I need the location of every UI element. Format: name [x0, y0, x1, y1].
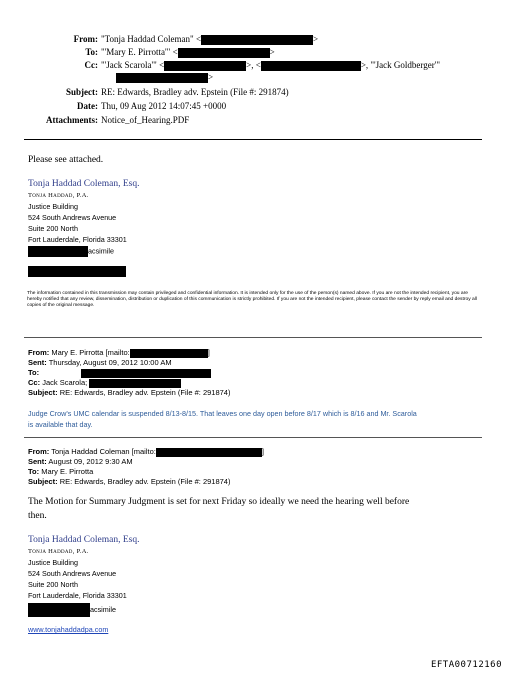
signature-address-line: 524 South Andrews Avenue — [28, 569, 117, 578]
email3-subject-row — [28, 477, 230, 486]
signature-firm: Tonja Haddad, P.A. — [28, 548, 89, 555]
facsimile-label: acsimile — [90, 604, 116, 614]
cc-value: "'Jack Scarola'" < — [101, 60, 165, 70]
website-link[interactable]: www.tonjahaddadpa.com — [28, 625, 109, 634]
email3-body-line: then. — [28, 511, 47, 521]
to-label: To: — [85, 47, 98, 57]
attachments-label: Attachments: — [46, 115, 98, 125]
email2-to-label: To: — [28, 368, 40, 377]
email2-from-end: ] — [207, 348, 210, 357]
email3-to-label: To: — [28, 467, 40, 476]
from-end: > — [313, 34, 319, 44]
email2-cc-label: Cc: — [28, 378, 41, 387]
email3-to-value: Mary E. Pirrotta — [41, 467, 94, 476]
signature-name: Tonja Haddad Coleman, Esq. — [28, 179, 140, 189]
redaction-box — [28, 266, 126, 277]
redaction-box — [178, 48, 270, 58]
email2-body-line: Judge Crow's UMC calendar is suspended 8/13-8/15. That leaves one day open before 8/17 which is 8/16 and Mr. Scarola — [28, 409, 417, 418]
redaction-box — [130, 349, 208, 358]
email2-subject-label: Subject: — [28, 388, 58, 397]
opening-text: Please see attached. — [28, 155, 104, 165]
bates-number: EFTA00712160 — [430, 660, 502, 670]
email2-from-label: From: — [28, 348, 50, 357]
facsimile-label: acsimile — [88, 246, 114, 256]
date-label: Date: — [77, 101, 98, 111]
email2-sent-row — [28, 358, 172, 367]
email2-from-value: Mary E. Pirrotta [mailto: — [51, 348, 130, 357]
signature-facsimile-line — [28, 603, 116, 617]
email3-sent-row — [28, 457, 133, 466]
email3-subject-label: Subject: — [28, 477, 58, 486]
section-divider — [24, 437, 482, 438]
email3-sent-label: Sent: — [28, 457, 47, 466]
cc-sep1: >, < — [246, 60, 261, 70]
email2-cc-row — [28, 378, 181, 388]
section-divider — [24, 337, 482, 338]
redaction-box — [28, 603, 90, 617]
email2-subject-row — [28, 388, 230, 397]
email3-from-value: Tonja Haddad Coleman [mailto: — [51, 447, 156, 456]
signature-address-line: 524 South Andrews Avenue — [28, 213, 117, 222]
email3-from-label: From: — [28, 447, 50, 456]
cc-line2-end: > — [208, 72, 214, 82]
signature-name: Tonja Haddad Coleman, Esq. — [28, 535, 140, 545]
redaction-box — [89, 379, 181, 388]
email2-to-row — [28, 368, 211, 378]
signature-address-line: Suite 200 North — [28, 224, 78, 233]
signature-address-line: Justice Building — [28, 202, 78, 211]
redaction-box — [201, 35, 313, 45]
signature-address-line: Justice Building — [28, 558, 78, 567]
header-divider — [24, 139, 482, 140]
redaction-box — [81, 369, 211, 378]
email3-from-row — [28, 447, 264, 457]
to-end: > — [269, 47, 275, 57]
subject-value: RE: Edwards, Bradley adv. Epstein (File #: 291874) — [101, 87, 289, 97]
redaction-box — [164, 61, 246, 71]
email2-cc-value: Jack Scarola; — [42, 378, 88, 387]
to-value: "'Mary E. Pirrotta'" < — [101, 47, 178, 57]
redaction-box — [116, 73, 208, 83]
signature-firm: Tonja Haddad, P.A. — [28, 192, 89, 199]
from-value: "Tonja Haddad Coleman" < — [101, 34, 202, 44]
from-label: From: — [73, 34, 98, 44]
email3-subject-value: RE: Edwards, Bradley adv. Epstein (File #: 291874) — [59, 477, 231, 486]
signature-address-line: Fort Lauderdale, Florida 33301 — [28, 235, 127, 244]
redaction-box — [28, 246, 88, 257]
signature-address-line: Fort Lauderdale, Florida 33301 — [28, 591, 127, 600]
confidentiality-disclaimer: The information contained in this transmission may contain privileged and confidential information. It is intended only for the use of the person(s) named above. If you are not the intended recipient, you are hereby notified that any review, dissemination, distribution or duplication of this communication is strictly prohibited. If you are not the intended recipient, please contact the sender by reply email and destroy all copies of the original message. — [27, 291, 477, 308]
cc-label: Cc: — [84, 60, 98, 70]
signature-redacted-line — [28, 262, 126, 280]
attachments-value[interactable]: Notice_of_Hearing.PDF — [101, 115, 190, 125]
email3-from-end: ] — [261, 447, 264, 456]
redaction-box — [156, 448, 262, 457]
email3-body-line: The Motion for Summary Judgment is set for next Friday so ideally we need the hearing well before — [28, 497, 410, 507]
email2-from-row — [28, 348, 210, 358]
email3-to-row — [28, 467, 93, 476]
email3-sent-value: August 09, 2012 9:30 AM — [48, 457, 133, 466]
subject-label: Subject: — [66, 87, 98, 97]
email2-sent-label: Sent: — [28, 358, 47, 367]
email2-sent-value: Thursday, August 09, 2012 10:00 AM — [48, 358, 172, 367]
signature-facsimile-line — [28, 246, 114, 257]
redaction-box — [261, 61, 361, 71]
signature-address-line: Suite 200 North — [28, 580, 78, 589]
email2-subject-value: RE: Edwards, Bradley adv. Epstein (File #: 291874) — [59, 388, 231, 397]
date-value: Thu, 09 Aug 2012 14:07:45 +0000 — [101, 101, 227, 111]
cc-sep2: >, "'Jack Goldberger'" — [360, 60, 441, 70]
email2-body-line: is available that day. — [28, 420, 93, 429]
